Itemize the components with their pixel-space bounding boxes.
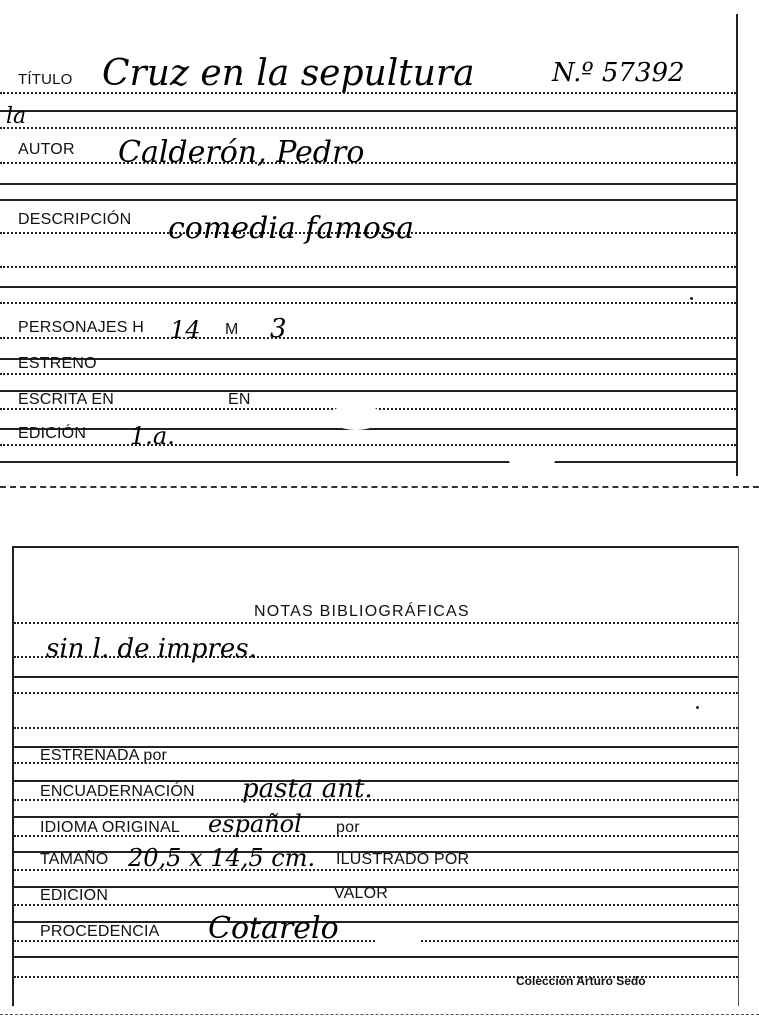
titulo-number-handwritten: N.º 57392: [552, 58, 685, 88]
rule-line: [0, 286, 736, 288]
autor-handwritten: Calderón, Pedro: [118, 135, 365, 170]
catalog-card-front: [0, 14, 738, 476]
procedencia-handwritten: Cotarelo: [208, 911, 339, 946]
personajes-m-handwritten: 3: [270, 314, 287, 344]
idioma-por-label: por: [336, 819, 360, 836]
rule-line: [0, 162, 736, 164]
tamano-handwritten: 20,5 x 14,5 cm.: [128, 844, 316, 872]
rule-line: [14, 622, 738, 624]
rule-line: [14, 727, 738, 729]
valor-label: VALOR: [334, 885, 389, 902]
procedencia-label: PROCEDENCIA: [40, 923, 160, 940]
personajes-h-handwritten: 14: [170, 316, 201, 344]
rule-line: [0, 127, 736, 129]
descripcion-label: DESCRIPCIÓN: [18, 211, 132, 228]
rule-line: [14, 869, 738, 871]
notas-title: NOTAS BIBLIOGRÁFICAS: [254, 603, 470, 620]
scan-blot: [508, 446, 556, 470]
ink-speck: [690, 297, 693, 300]
idioma-handwritten: español: [208, 810, 302, 838]
rule-line: [14, 956, 738, 958]
scan-edge: [0, 1014, 759, 1015]
en-label: EN: [228, 391, 251, 408]
rule-line: [0, 183, 736, 185]
titulo-handwritten: Cruz en la sepultura: [102, 53, 475, 94]
titulo-label: TÍTULO: [18, 71, 73, 88]
edicion-handwritten: 1.a.: [130, 422, 175, 450]
rule-line: [14, 546, 738, 548]
rule-line: [0, 302, 736, 304]
rule-line: [0, 461, 736, 463]
rule-line: [0, 358, 736, 360]
estrenada-label: ESTRENADA por: [40, 747, 168, 764]
rule-line: [0, 199, 736, 201]
encuadernacion-handwritten: pasta ant.: [242, 774, 373, 804]
descripcion-handwritten: comedia famosa: [168, 211, 415, 246]
edicion-label: EDICIÓN: [18, 425, 87, 442]
personajes-label: PERSONAJES H: [18, 319, 144, 336]
scan-blot: [374, 924, 422, 950]
collection-stamp: Colección Arturo Sedó: [516, 974, 646, 988]
rule-line: [14, 904, 738, 906]
card-separator: [0, 486, 759, 488]
rule-line: [0, 444, 736, 446]
encuadernacion-label: ENCUADERNACIÓN: [40, 783, 195, 800]
personajes-m-label: M: [225, 321, 239, 338]
rule-line: [14, 692, 738, 694]
estreno-label: ESTRENO: [18, 355, 97, 372]
rule-line: [0, 266, 736, 268]
idioma-label: IDIOMA ORIGINAL: [40, 819, 180, 836]
edicion-back-label: EDICIÓN: [40, 887, 109, 904]
scan-blot: [330, 404, 382, 430]
escrita-label: ESCRITA EN: [18, 391, 114, 408]
titulo-article-handwritten: la: [6, 104, 27, 129]
ilustrado-label: ILUSTRADO POR: [336, 851, 470, 868]
rule-line: [14, 676, 738, 678]
rule-line: [0, 373, 736, 375]
rule-line: [14, 816, 738, 818]
catalog-card-back: [12, 546, 739, 1006]
tamano-label: TAMAÑO: [40, 851, 109, 868]
ink-speck: [696, 706, 699, 709]
notas-handwritten: sin l. de impres.: [46, 634, 257, 664]
rule-line: [14, 780, 738, 782]
autor-label: AUTOR: [18, 141, 75, 158]
rule-line: [0, 337, 736, 339]
rule-line: [0, 110, 736, 112]
